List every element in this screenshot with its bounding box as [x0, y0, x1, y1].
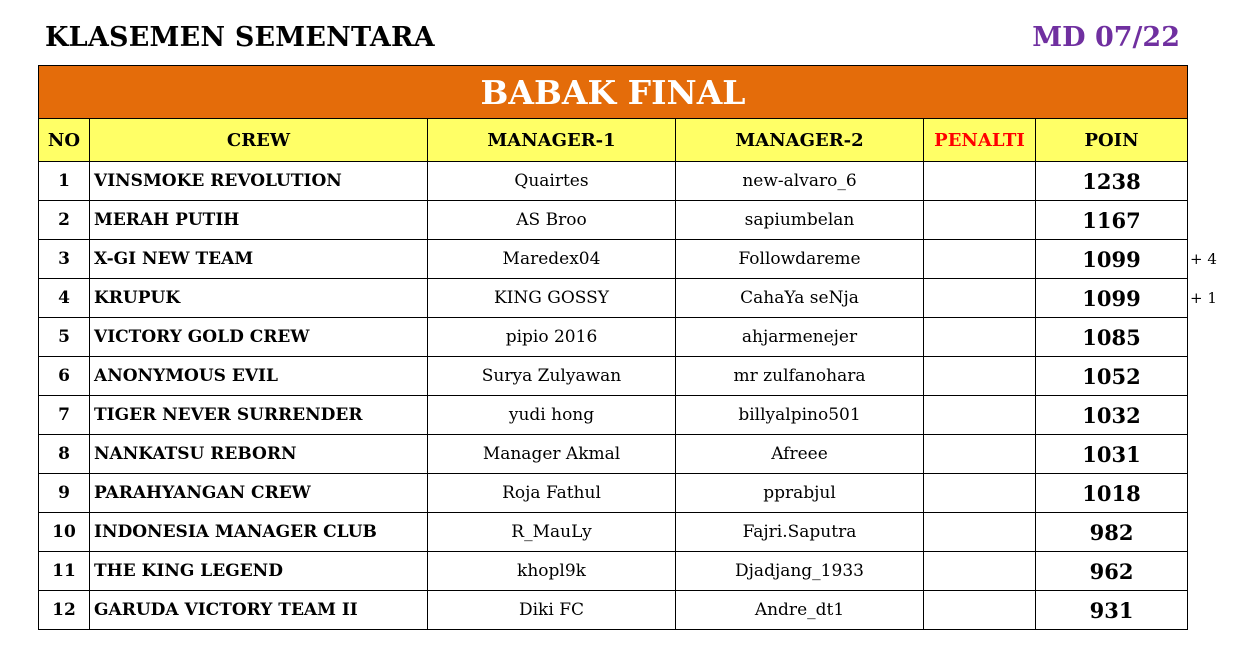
cell-manager-1: Maredex04	[428, 240, 676, 279]
cell-poin	[1036, 435, 1188, 474]
poin-value: 1167	[1082, 207, 1141, 233]
table-row	[39, 240, 1188, 279]
cell-manager-1: KING GOSSY	[428, 279, 676, 318]
cell-poin	[1036, 513, 1188, 552]
cell-crew: X-GI NEW TEAM	[90, 240, 428, 279]
cell-crew: GARUDA VICTORY TEAM II	[90, 591, 428, 630]
cell-penalti	[924, 240, 1036, 279]
cell-crew: MERAH PUTIH	[90, 201, 428, 240]
column-header-no: NO	[39, 119, 90, 162]
table-row	[39, 435, 1188, 474]
cell-manager-1: khopl9k	[428, 552, 676, 591]
cell-manager-2: new-alvaro_6	[676, 162, 924, 201]
column-header-penalti: PENALTI	[924, 119, 1036, 162]
cell-penalti	[924, 474, 1036, 513]
column-header-poin: POIN	[1036, 119, 1188, 162]
table-row	[39, 474, 1188, 513]
table-body	[39, 162, 1217, 630]
poin-value: 962	[1089, 558, 1134, 584]
cell-poin	[1036, 396, 1188, 435]
cell-no: 7	[39, 396, 90, 435]
cell-poin	[1036, 357, 1188, 396]
matchday-label: MD 07/22	[1032, 22, 1180, 53]
cell-penalti	[924, 552, 1036, 591]
cell-manager-1: AS Broo	[428, 201, 676, 240]
cell-poin	[1036, 552, 1188, 591]
cell-manager-2: pprabjul	[676, 474, 924, 513]
cell-penalti	[924, 162, 1036, 201]
banner-row	[39, 66, 1188, 119]
table-row	[39, 279, 1188, 318]
cell-manager-2: Afreee	[676, 435, 924, 474]
poin-value: 1018	[1082, 480, 1141, 506]
column-header-row	[39, 119, 1188, 162]
poin-value: 1099	[1082, 285, 1141, 311]
cell-no: 6	[39, 357, 90, 396]
cell-crew: TIGER NEVER SURRENDER	[90, 396, 428, 435]
poin-value: 1085	[1082, 324, 1141, 350]
cell-penalti	[924, 435, 1036, 474]
column-header-manager-2: MANAGER-2	[676, 119, 924, 162]
poin-value: 1099	[1082, 246, 1141, 272]
cell-no: 11	[39, 552, 90, 591]
cell-manager-1: Quairtes	[428, 162, 676, 201]
cell-manager-1: Manager Akmal	[428, 435, 676, 474]
cell-no: 3	[39, 240, 90, 279]
cell-manager-2: Andre_dt1	[676, 591, 924, 630]
cell-no: 9	[39, 474, 90, 513]
cell-manager-2: billyalpino501	[676, 396, 924, 435]
cell-crew: ANONYMOUS EVIL	[90, 357, 428, 396]
table-row	[39, 357, 1188, 396]
poin-value: 1031	[1082, 441, 1141, 467]
table-row	[39, 552, 1188, 591]
cell-no: 5	[39, 318, 90, 357]
cell-poin	[1036, 591, 1188, 630]
cell-manager-1: Roja Fathul	[428, 474, 676, 513]
poin-value: 982	[1089, 519, 1134, 545]
cell-crew: VINSMOKE REVOLUTION	[90, 162, 428, 201]
bonus-note: + 4	[1190, 250, 1217, 268]
cell-no: 1	[39, 162, 90, 201]
cell-manager-2: ahjarmenejer	[676, 318, 924, 357]
cell-manager-2: Followdareme	[676, 240, 924, 279]
cell-manager-2: Fajri.Saputra	[676, 513, 924, 552]
cell-no: 8	[39, 435, 90, 474]
column-header-crew: CREW	[90, 119, 428, 162]
cell-manager-1: pipio 2016	[428, 318, 676, 357]
cell-no: 10	[39, 513, 90, 552]
cell-poin	[1036, 162, 1188, 201]
cell-poin	[1036, 318, 1188, 357]
page-title: KLASEMEN SEMENTARA	[45, 22, 435, 53]
cell-penalti	[924, 396, 1036, 435]
cell-penalti	[924, 318, 1036, 357]
cell-manager-2: Djadjang_1933	[676, 552, 924, 591]
cell-no: 4	[39, 279, 90, 318]
table-row	[39, 591, 1188, 630]
cell-crew: VICTORY GOLD CREW	[90, 318, 428, 357]
cell-penalti	[924, 513, 1036, 552]
cell-poin	[1036, 201, 1188, 240]
cell-manager-2: mr zulfanohara	[676, 357, 924, 396]
cell-penalti	[924, 279, 1036, 318]
cell-penalti	[924, 357, 1036, 396]
poin-value: 1052	[1082, 363, 1141, 389]
banner-title: BABAK FINAL	[39, 66, 1188, 119]
standings-table	[38, 65, 1217, 630]
poin-value: 1032	[1082, 402, 1141, 428]
cell-crew: NANKATSU REBORN	[90, 435, 428, 474]
cell-manager-2: CahaYa seNja	[676, 279, 924, 318]
column-header-manager-1: MANAGER-1	[428, 119, 676, 162]
table-row	[39, 396, 1188, 435]
cell-poin	[1036, 474, 1188, 513]
poin-value: 1238	[1082, 168, 1141, 194]
cell-crew: PARAHYANGAN CREW	[90, 474, 428, 513]
poin-value: 931	[1089, 597, 1134, 623]
cell-crew: INDONESIA MANAGER CLUB	[90, 513, 428, 552]
bonus-note: + 1	[1190, 289, 1217, 307]
cell-manager-1: Surya Zulyawan	[428, 357, 676, 396]
cell-no: 12	[39, 591, 90, 630]
table-row	[39, 513, 1188, 552]
table-row	[39, 318, 1188, 357]
cell-poin	[1036, 279, 1217, 318]
cell-manager-1: R_MauLy	[428, 513, 676, 552]
cell-crew: KRUPUK	[90, 279, 428, 318]
cell-manager-1: yudi hong	[428, 396, 676, 435]
cell-penalti	[924, 591, 1036, 630]
cell-crew: THE KING LEGEND	[90, 552, 428, 591]
table-row	[39, 201, 1188, 240]
table-row	[39, 162, 1188, 201]
cell-manager-2: sapiumbelan	[676, 201, 924, 240]
cell-no: 2	[39, 201, 90, 240]
cell-penalti	[924, 201, 1036, 240]
cell-poin	[1036, 240, 1217, 279]
cell-manager-1: Diki FC	[428, 591, 676, 630]
